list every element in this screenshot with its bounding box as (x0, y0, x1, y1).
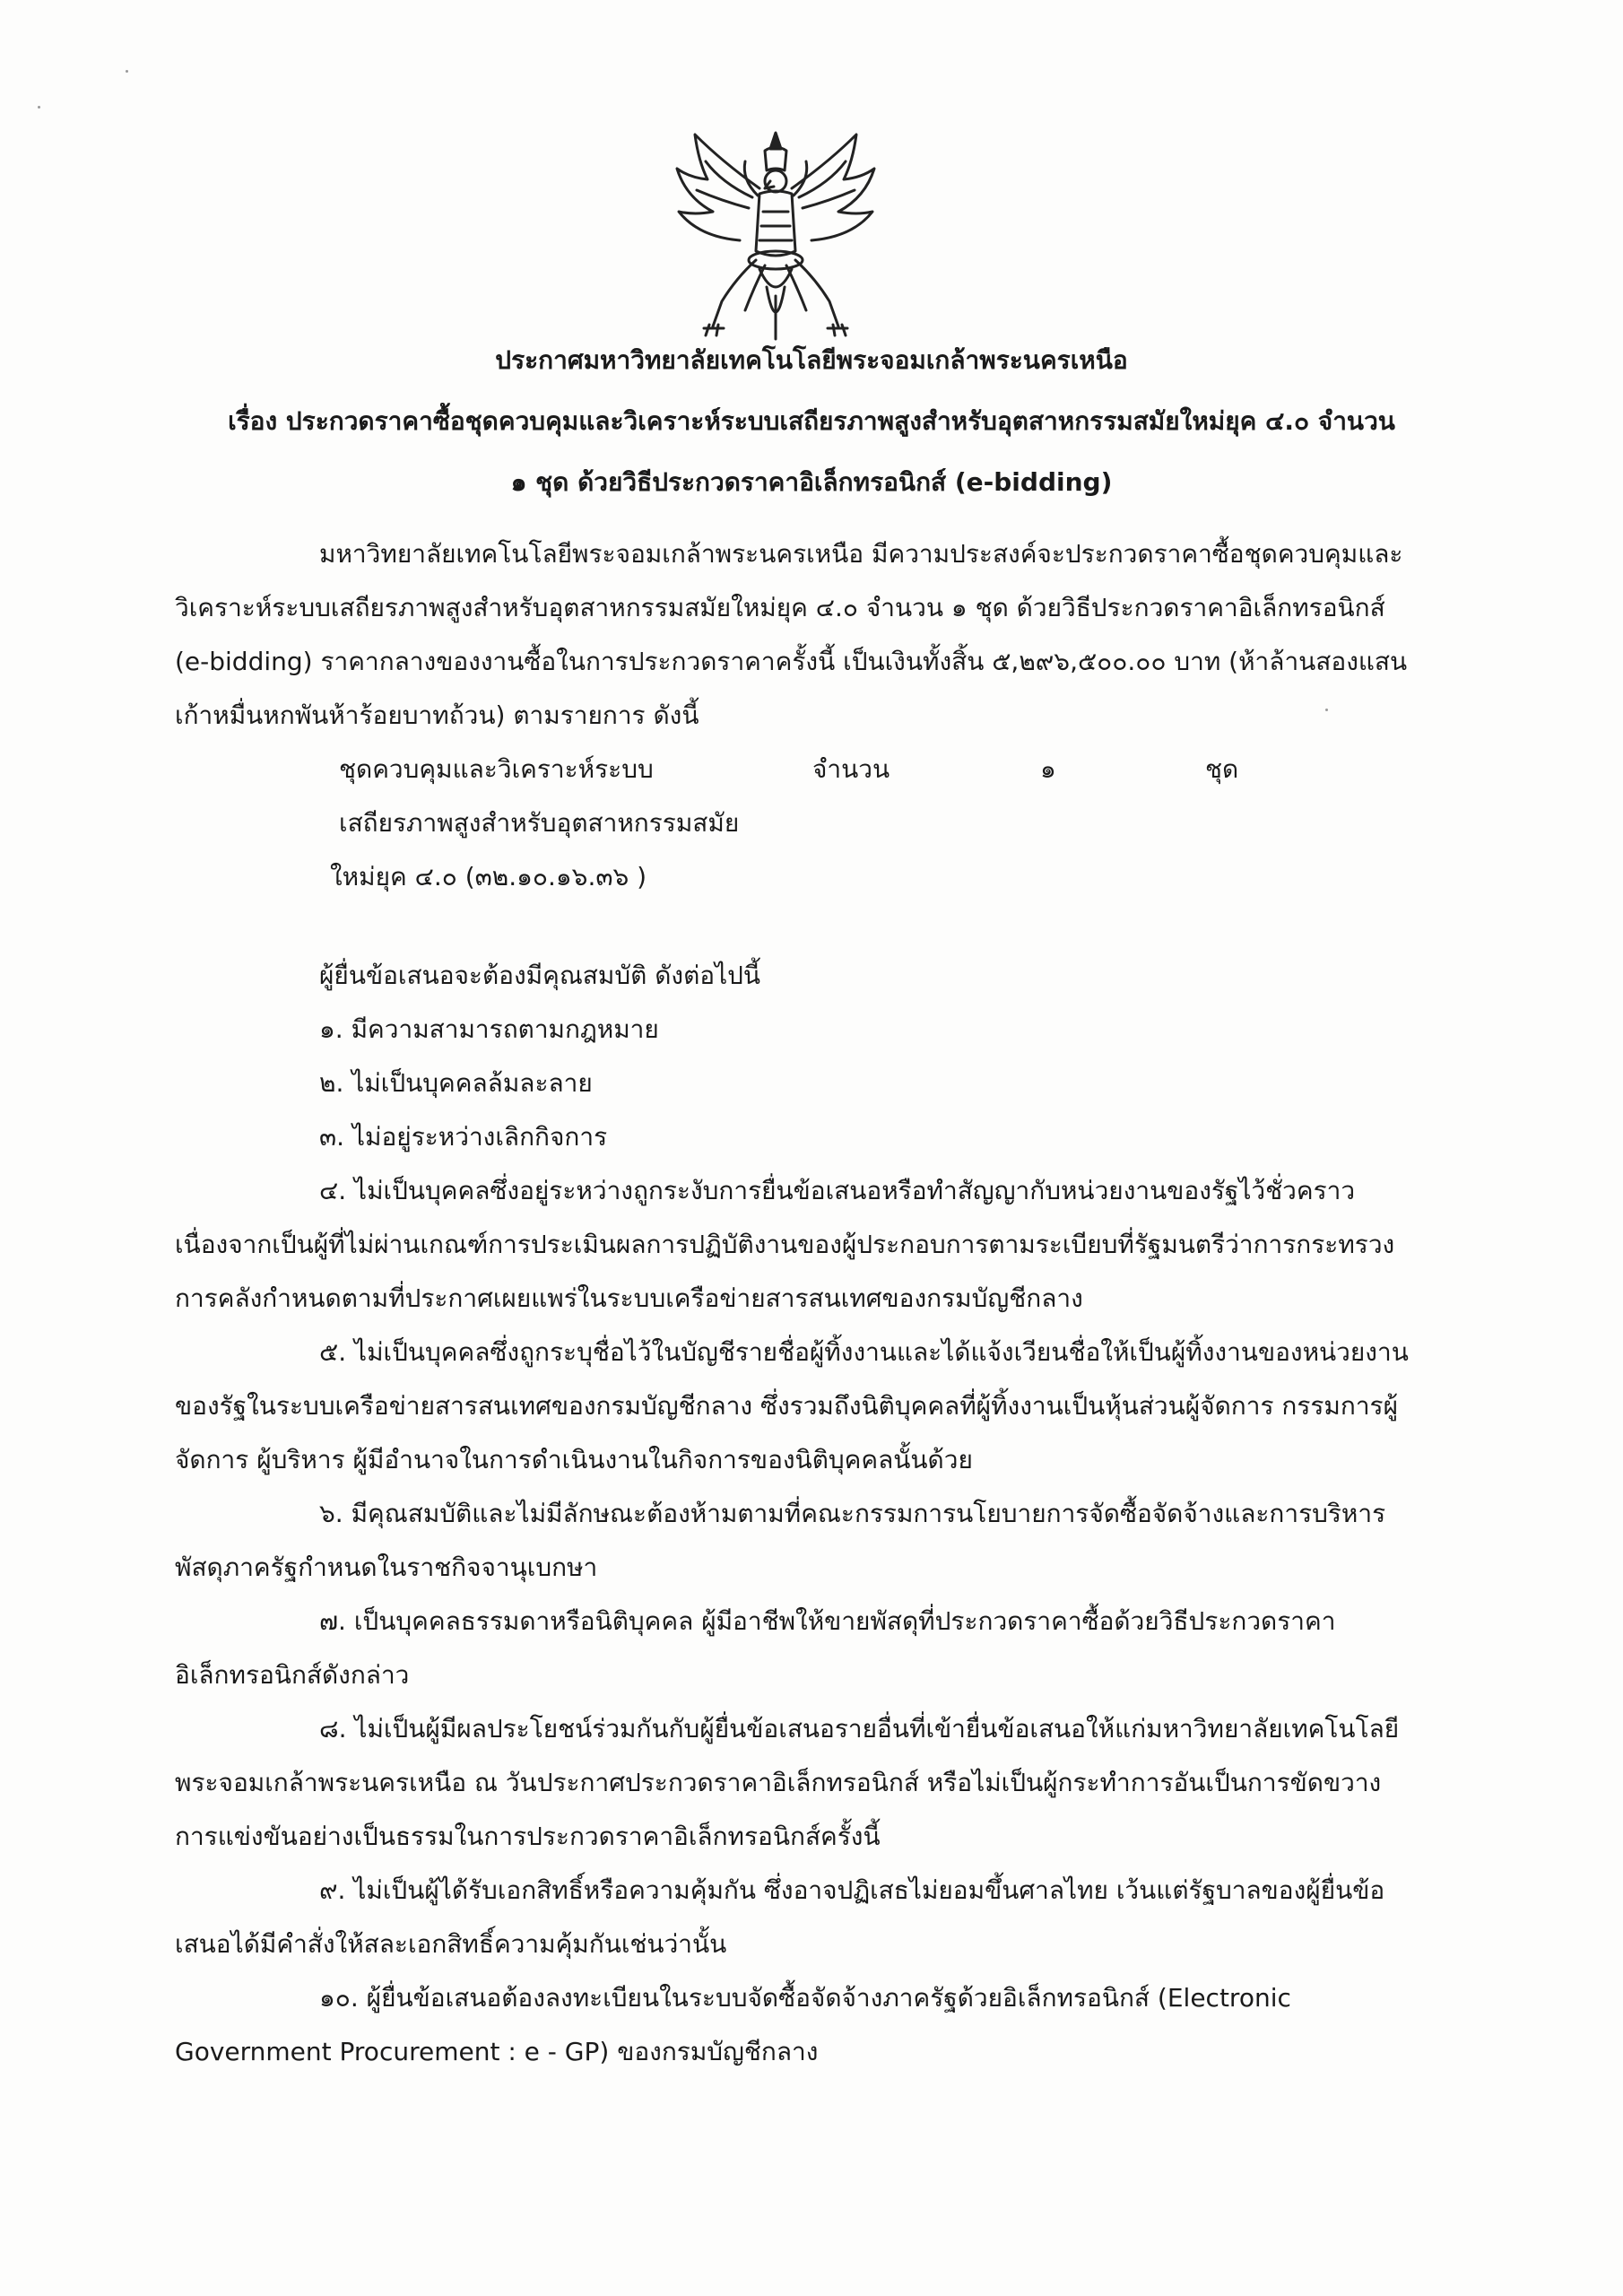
qualification-item-cont: พระจอมเกล้าพระนครเหนือ ณ วันประกาศประกวดราคาอิเล็กทรอนิกส์ หรือไม่เป็นผู้กระทำการอันเป็นการขัดขวาง (175, 1768, 1382, 1797)
qualification-item-cont: พัสดุภาครัฐกำหนดในราชกิจจานุเบกษา (175, 1552, 598, 1582)
item-quantity-label: จำนวน (812, 754, 890, 784)
qualification-item: ๕. ไม่เป็นบุคคลซึ่งถูกระบุชื่อไว้ในบัญชีรายชื่อผู้ทิ้งงานและได้แจ้งเวียนชื่อให้เป็นผู้ทิ้งงานของหน่วยงาน (319, 1337, 1409, 1367)
garuda-emblem-icon (659, 126, 892, 350)
qualification-item: ๗. เป็นบุคคลธรรมดาหรือนิติบุคคล ผู้มีอาชีพให้ขายพัสดุที่ประกวดราคาซื้อด้วยวิธีประกวดราคา (319, 1606, 1336, 1636)
qualification-item: ๒. ไม่เป็นบุคคลล้มละลาย (319, 1068, 593, 1098)
qualification-item-cont: ของรัฐในระบบเครือข่ายสารสนเทศของกรมบัญชีกลาง ซึ่งรวมถึงนิติบุคคลที่ผู้ทิ้งงานเป็นหุ้นส่วนผู้จัดการ กรรมการผู้ (175, 1391, 1399, 1421)
qualification-item-cont: อิเล็กทรอนิกส์ดังกล่าว (175, 1660, 410, 1690)
item-name-line: เสถียรภาพสูงสำหรับอุตสาหกรรมสมัย (339, 808, 740, 838)
intro-line: วิเคราะห์ระบบเสถียรภาพสูงสำหรับอุตสาหกรรมสมัยใหม่ยุค ๔.๐ จำนวน ๑ ชุด ด้วยวิธีประกวดราคาอิเล็กทรอนิกส์ (175, 593, 1385, 622)
item-quantity: ๑ (1040, 754, 1056, 784)
intro-line: (e-bidding) ราคากลางของงานซื้อในการประกวดราคาครั้งนี้ เป็นเงินทั้งสิ้น ๕,๒๙๖,๕๐๐.๐๐ บาท (ห้าล้านสองแสน (175, 647, 1408, 676)
qualification-item-cont: การคลังกำหนดตามที่ประกาศเผยแพร่ในระบบเครือข่ายสารสนเทศของกรมบัญชีกลาง (175, 1283, 1083, 1313)
qualification-item-cont: จัดการ ผู้บริหาร ผู้มีอำนาจในการดำเนินงานในกิจการของนิติบุคคลนั้นด้วย (175, 1445, 973, 1474)
scan-speck (1325, 709, 1328, 711)
qualification-item-cont: การแข่งขันอย่างเป็นธรรมในการประกวดราคาอิเล็กทรอนิกส์ครั้งนี้ (175, 1822, 881, 1851)
qualifications-intro: ผู้ยื่นข้อเสนอจะต้องมีคุณสมบัติ ดังต่อไปนี้ (319, 961, 761, 990)
qualification-item: ๙. ไม่เป็นผู้ได้รับเอกสิทธิ์หรือความคุ้มกัน ซึ่งอาจปฏิเสธไม่ยอมขึ้นศาลไทย เว้นแต่รัฐบาลของผู้ยื่นข้อ (319, 1875, 1385, 1905)
subject-line-2: ๑ ชุด ด้วยวิธีประกวดราคาอิเล็กทรอนิกส์ (e-bidding) (510, 467, 1113, 497)
qualification-item: ๓. ไม่อยู่ระหว่างเลิกกิจการ (319, 1122, 608, 1152)
qualification-item-cont: Government Procurement : e - GP) ของกรมบัญชีกลาง (175, 2037, 819, 2066)
scan-speck (38, 106, 40, 109)
scan-speck (126, 70, 128, 73)
item-name-line: ใหม่ยุค ๔.๐ (๓๒.๑๐.๑๖.๓๖ ) (330, 862, 647, 891)
qualification-item: ๖. มีคุณสมบัติและไม่มีลักษณะต้องห้ามตามที่คณะกรรมการนโยบายการจัดซื้อจัดจ้างและการบริหาร (319, 1499, 1386, 1528)
qualification-item: ๑๐. ผู้ยื่นข้อเสนอต้องลงทะเบียนในระบบจัดซื้อจัดจ้างภาครัฐด้วยอิเล็กทรอนิกส์ (Electronic (319, 1983, 1291, 2013)
qualification-item: ๔. ไม่เป็นบุคคลซึ่งอยู่ระหว่างถูกระงับการยื่นข้อเสนอหรือทำสัญญากับหน่วยงานของรัฐไว้ชั่วคราว (319, 1176, 1356, 1205)
qualification-item-cont: เสนอได้มีคำสั่งให้สละเอกสิทธิ์ความคุ้มกันเช่นว่านั้น (175, 1929, 727, 1959)
item-name-line: ชุดควบคุมและวิเคราะห์ระบบ (339, 754, 654, 784)
intro-line: เก้าหมื่นหกพันห้าร้อยบาทถ้วน) ตามรายการ ดังนี้ (175, 700, 699, 730)
qualification-item: ๑. มีความสามารถตามกฎหมาย (319, 1014, 659, 1044)
announcement-title: ประกาศมหาวิทยาลัยเทคโนโลยีพระจอมเกล้าพระนครเหนือ (495, 345, 1128, 375)
qualification-item: ๘. ไม่เป็นผู้มีผลประโยชน์ร่วมกันกับผู้ยื่นข้อเสนอรายอื่นที่เข้ายื่นข้อเสนอให้แก่มหาวิทยาลัยเทคโนโลยี (319, 1714, 1400, 1744)
subject-line-1: เรื่อง ประกวดราคาซื้อชุดควบคุมและวิเคราะห์ระบบเสถียรภาพสูงสำหรับอุตสาหกรรมสมัยใหม่ยุค ๔.๐ จำนวน (228, 406, 1395, 436)
item-unit: ชุด (1205, 754, 1239, 784)
qualification-item-cont: เนื่องจากเป็นผู้ที่ไม่ผ่านเกณฑ์การประเมินผลการปฏิบัติงานของผู้ประกอบการตามระเบียบที่รัฐมนตรีว่าการกระทรวง (175, 1230, 1395, 1259)
intro-line: มหาวิทยาลัยเทคโนโลยีพระจอมเกล้าพระนครเหนือ มีความประสงค์จะประกวดราคาซื้อชุดควบคุมและ (319, 539, 1403, 569)
